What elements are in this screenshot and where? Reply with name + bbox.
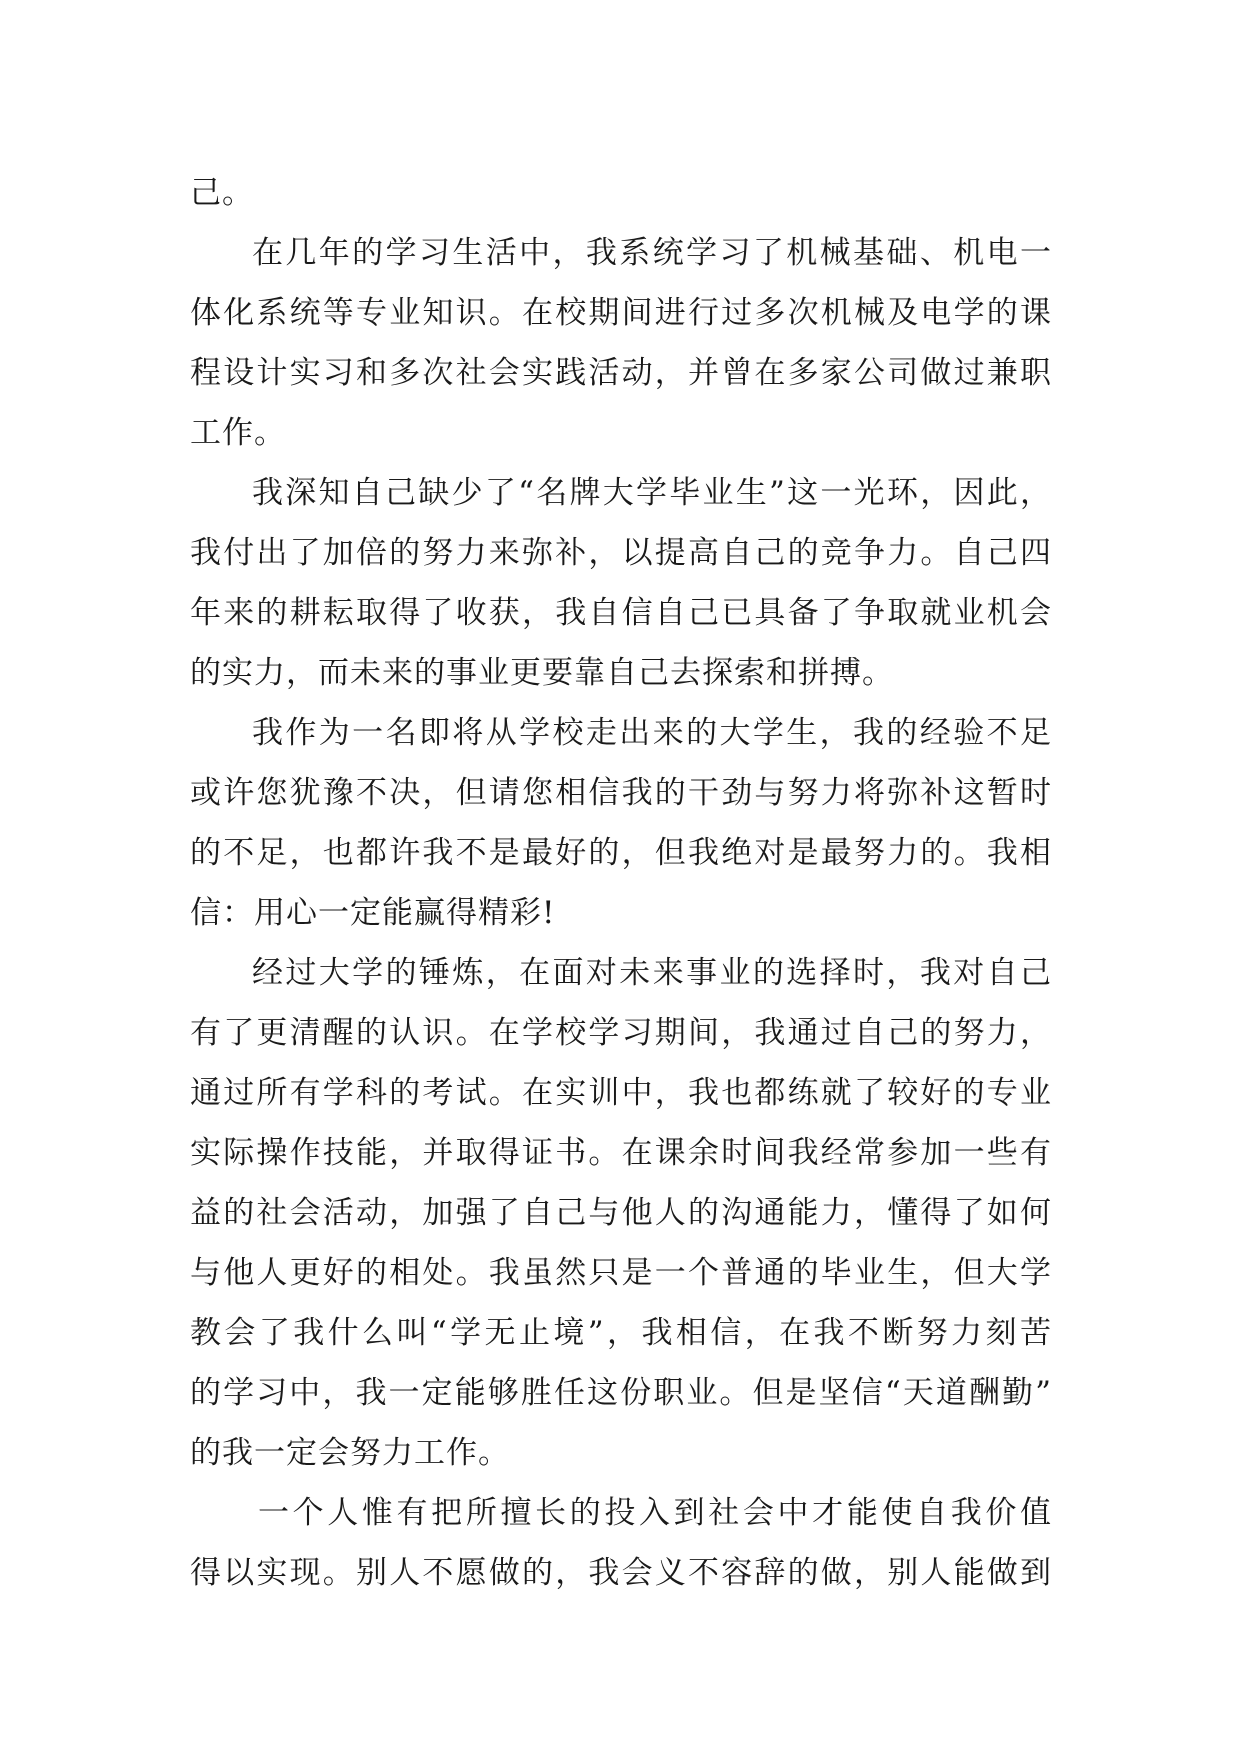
- text-line: 一个人惟有把所擅长的投入到社会中才能使自我价值: [258, 1495, 1052, 1531]
- text-line: 或许您犹豫不决，但请您相信我的干劲与努力将弥补这暂时: [190, 775, 1052, 811]
- text-line: 益的社会活动，加强了自己与他人的沟通能力，懂得了如何: [190, 1195, 1052, 1231]
- text-line: 有了更清醒的认识。在学校学习期间，我通过自己的努力，: [190, 1015, 1052, 1051]
- document-body: [190, 163, 1052, 1603]
- text-line: 的我一定会努力工作。: [190, 1435, 510, 1471]
- text-line: 程设计实习和多次社会实践活动，并曾在多家公司做过兼职: [190, 355, 1052, 391]
- text-line: 与他人更好的相处。我虽然只是一个普通的毕业生，但大学: [190, 1255, 1052, 1291]
- text-line: 年来的耕耘取得了收获，我自信自己已具备了争取就业机会: [190, 595, 1052, 631]
- text-line: 在几年的学习生活中，我系统学习了机械基础、机电一: [252, 235, 1052, 271]
- text-line: 的学习中，我一定能够胜任这份职业。但是坚信“天道酬勤”: [190, 1375, 1052, 1411]
- text-line: 经过大学的锤炼，在面对未来事业的选择时，我对自己: [252, 955, 1052, 991]
- text-line: 通过所有学科的考试。在实训中，我也都练就了较好的专业: [190, 1075, 1052, 1111]
- text-line: 教会了我什么叫“学无止境”，我相信，在我不断努力刻苦: [190, 1315, 1052, 1351]
- text-line: 实际操作技能，并取得证书。在课余时间我经常参加一些有: [190, 1135, 1052, 1171]
- text-line: 我深知自己缺少了“名牌大学毕业生”这一光环，因此，: [252, 475, 1052, 511]
- text-line: 得以实现。别人不愿做的，我会义不容辞的做，别人能做到: [190, 1555, 1052, 1591]
- text-line: 体化系统等专业知识。在校期间进行过多次机械及电学的课: [190, 295, 1052, 331]
- text-line: 己。: [190, 175, 254, 211]
- text-line: 我付出了加倍的努力来弥补，以提高自己的竞争力。自己四: [190, 535, 1052, 571]
- text-line: 我作为一名即将从学校走出来的大学生，我的经验不足: [252, 715, 1052, 751]
- text-line: 的不足，也都许我不是最好的，但我绝对是最努力的。我相: [190, 835, 1052, 871]
- text-line: 工作。: [190, 415, 286, 451]
- text-line: 信：用心一定能赢得精彩!: [190, 895, 556, 931]
- text-line: 的实力，而未来的事业更要靠自己去探索和拼搏。: [190, 655, 894, 691]
